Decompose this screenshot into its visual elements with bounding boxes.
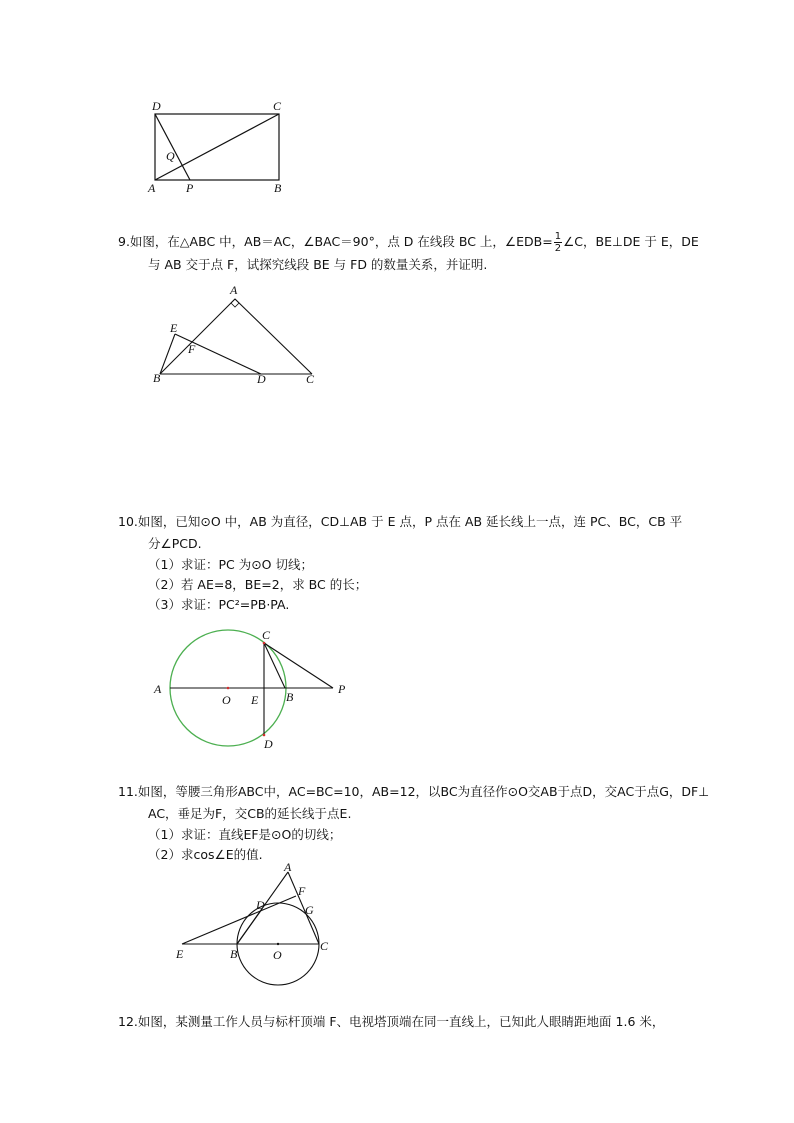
figure-isosceles-circle [170, 862, 340, 966]
label-d: D [256, 898, 265, 912]
question-11-part-1: （1）求证：直线EF是⊙O的切线； [148, 827, 342, 842]
label-g: G [305, 903, 314, 917]
segment-ac [288, 872, 319, 944]
figure-triangle-abc [150, 284, 330, 384]
question-12-line-1: 12.如图，某测量工作人员与标杆顶端 F、电视塔顶端在同一直线上，已知此人眼睛距地面 1.6 米， [118, 1014, 665, 1029]
label-b: B [153, 371, 161, 385]
question-11-line-2: AC，垂足为F，交CB的延长线于点E. [148, 806, 352, 821]
label-e: E [170, 321, 178, 335]
label-a: A [230, 283, 238, 297]
figure-rectangle [140, 96, 300, 196]
segment-be [160, 334, 175, 374]
label-d: D [152, 99, 161, 113]
label-a: A [284, 860, 292, 874]
question-10-part-3: （3）求证：PC²=PB·PA. [148, 597, 290, 612]
point-o [277, 943, 279, 945]
label-c: C [320, 939, 329, 953]
question-9 [118, 231, 708, 276]
label-b: B [274, 181, 282, 195]
segment-ab [160, 299, 235, 374]
label-e: E [251, 693, 259, 707]
point-d [263, 734, 266, 737]
question-10-line-1: 10.如图，已知⊙O 中，AB 为直径，CD⊥AB 于 E 点，P 点在 AB 延长线上一点，连 PC、BC，CB 平 [118, 514, 683, 529]
segment-ac [155, 114, 279, 180]
label-o: O [222, 693, 231, 707]
label-c: C [262, 628, 271, 642]
question-9-line-1: 9.如图，在△ABC 中，AB＝AC，∠BAC＝90°，点 D 在线段 BC 上，∠EDB= $\frac{1}{2}$ ∠C，BE⊥DE 于 E，DE [118, 231, 699, 254]
label-p: P [338, 682, 346, 696]
question-9-line-2: 与 AB 交于点 F，试探究线段 BE 与 FD 的数量关系，并证明. [148, 257, 488, 272]
label-c: C [273, 99, 282, 113]
question-11-line-1: 11.如图，等腰三角形ABC中，AC=BC=10，AB=12，以BC为直径作⊙O交AB于点D，交AC于点G，DF⊥ [118, 784, 710, 799]
label-b: B [286, 690, 294, 704]
right-angle-mark [231, 299, 239, 307]
label-f: F [298, 884, 306, 898]
question-10 [118, 511, 708, 555]
question-11-part-2: （2）求cos∠E的值. [148, 847, 263, 862]
segment-ef [182, 896, 296, 944]
label-a: A [148, 181, 156, 195]
question-11 [118, 781, 708, 825]
label-p: P [186, 181, 194, 195]
segment-ac [235, 299, 312, 374]
label-d: D [257, 372, 266, 386]
label-q: Q [166, 149, 175, 163]
question-10-part-1: （1）求证：PC 为⊙O 切线； [148, 557, 313, 572]
label-o: O [273, 948, 282, 962]
label-e: E [176, 947, 184, 961]
label-b: B [230, 947, 238, 961]
figure-circle-tangent [145, 622, 360, 754]
label-a: A [154, 682, 162, 696]
label-d: D [264, 737, 273, 751]
point-c [263, 642, 266, 645]
label-c: C [306, 372, 315, 386]
point-o [227, 687, 230, 690]
question-10-line-2: 分∠PCD. [148, 536, 202, 551]
question-12 [118, 1011, 708, 1033]
label-f: F [188, 342, 196, 356]
question-10-part-2: （2）若 AE=8，BE=2，求 BC 的长； [148, 577, 368, 592]
fraction-one-half: $\frac{1}{2}$ [554, 231, 562, 254]
